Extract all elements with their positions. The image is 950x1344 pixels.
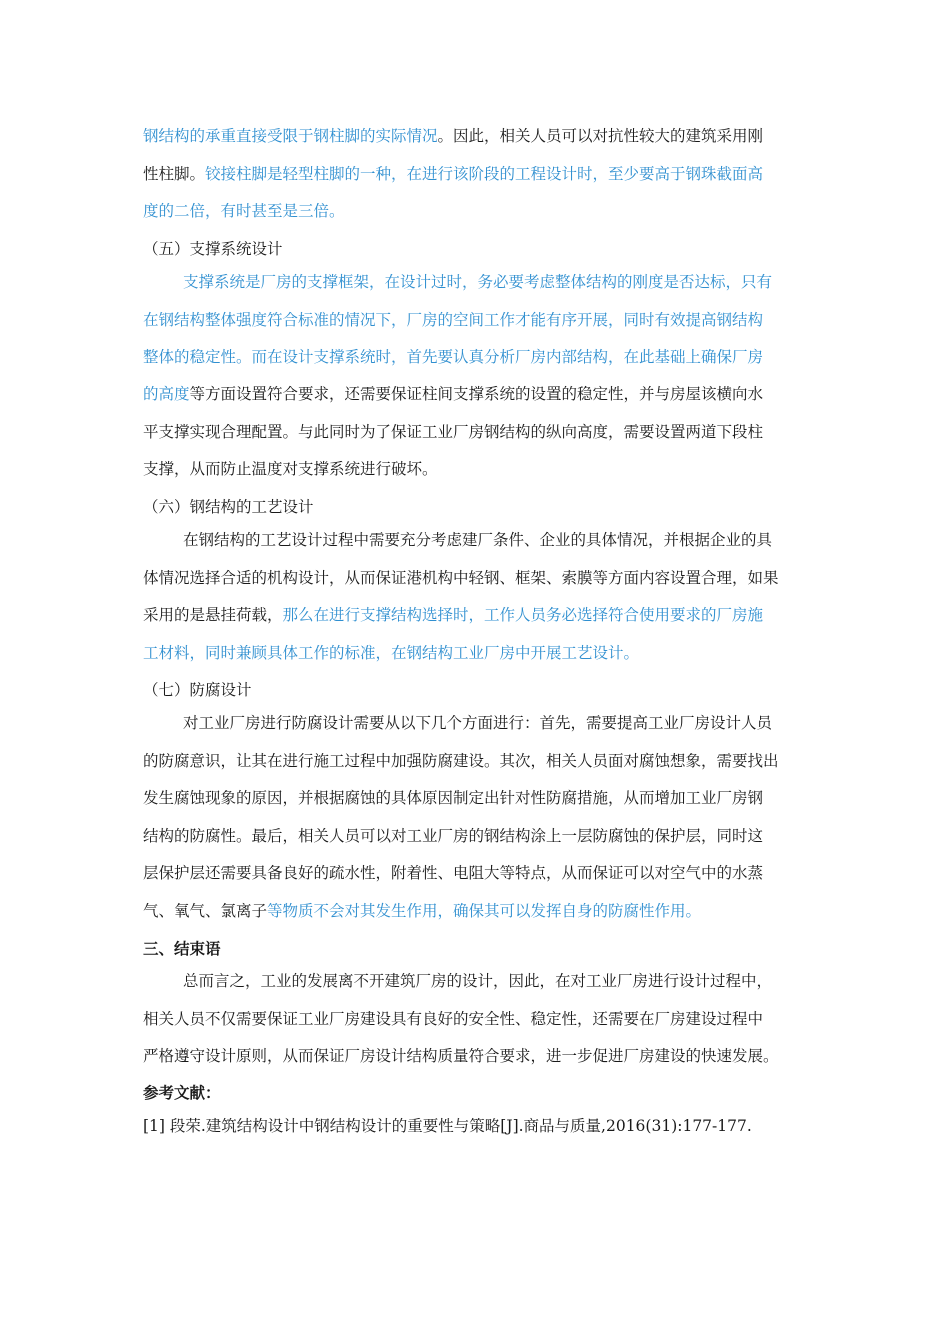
paragraph-line: [143, 605, 763, 625]
paragraph-line: 对工业厂房进行防腐设计需要从以下几个方面进行：首先，需要提高工业厂房设计人员: [183, 714, 773, 732]
paragraph-line: 工材料，同时兼顾具体工作的标准，在钢结构工业厂房中开展工艺设计。: [143, 644, 640, 662]
paragraph-line: 在钢结构整体强度符合标准的情况下，厂房的空间工作才能有序开展，同时有效提高钢结构: [143, 311, 764, 329]
paragraph-line: 严格遵守设计原则，从而保证厂房设计结构质量符合要求，进一步促进厂房建设的快速发展。: [143, 1047, 779, 1065]
body-text: 性柱脚。: [143, 165, 206, 183]
paragraph-line: 度的二倍，有时甚至是三倍。: [143, 202, 345, 220]
section-heading: （六）钢结构的工艺设计: [143, 498, 314, 516]
section-heading: （七）防腐设计: [143, 681, 252, 699]
highlighted-text: 整体的稳定性: [143, 348, 237, 366]
body-text: 。因此，相关人员可以对抗性较大的建筑采用刚: [437, 127, 764, 145]
references-heading: 参考文献：: [143, 1083, 221, 1102]
highlighted-text: 等物质不会对其发生作用，确保其可以发挥自身的防腐性作用。: [267, 902, 702, 920]
highlighted-text: 那么在进行支撑结构选择时，工作人员务必选择符合使用要求的厂房施: [282, 606, 764, 624]
highlighted-text: 。而在设计支撑系统时，首先要认真分析厂房内部结构，在此基础上确保厂房: [236, 348, 764, 366]
paragraph-line: 相关人员不仅需要保证工业厂房建设具有良好的安全性、稳定性，还需要在厂房建设过程中: [143, 1010, 764, 1028]
paragraph-line: 层保护层还需要具备良好的疏水性，附着性、电阻大等特点，从而保证可以对空气中的水蒸: [143, 864, 764, 882]
reference-item: [1] 段荣.建筑结构设计中钢结构设计的重要性与策略[J].商品与质量,2016(31):177-177.: [143, 1117, 752, 1135]
paragraph-line: [143, 901, 701, 921]
paragraph-line: [143, 384, 763, 404]
paragraph-line: 的防腐意识，让其在进行施工过程中加强防腐建设。其次，相关人员面对腐蚀想象，需要找出: [143, 752, 779, 770]
body-text: 采用的是悬挂荷载，: [143, 606, 283, 624]
highlighted-text: 钢结构的承重直接受限于钢柱脚的实际情况: [143, 127, 438, 145]
conclusion-heading: 三、结束语: [143, 939, 221, 958]
paragraph-line: [143, 126, 763, 146]
paragraph-line: 体情况选择合适的机构设计，从而保证港机构中轻钢、框架、索膜等方面内容设置合理，如果: [143, 569, 779, 587]
paragraph-line: 在钢结构的工艺设计过程中需要充分考虑建厂条件、企业的具体情况，并根据企业的具: [183, 531, 773, 549]
paragraph-line: 支撑，从而防止温度对支撑系统进行破坏。: [143, 460, 438, 478]
paragraph-line: 发生腐蚀现象的原因，并根据腐蚀的具体原因制定出针对性防腐措施，从而增加工业厂房钢: [143, 789, 764, 807]
paragraph-line: 总而言之，工业的发展离不开建筑厂房的设计，因此，在对工业厂房进行设计过程中，: [183, 972, 773, 990]
paragraph-line: [143, 347, 763, 367]
highlighted-text: 的高度: [143, 385, 190, 403]
paragraph-line: [143, 164, 763, 184]
body-text: 气、氧气、氯离子: [143, 902, 268, 920]
highlighted-text: 铰接柱脚是轻型柱脚的一种，在进行该阶段的工程设计时，至少要高于钢珠截面高: [205, 165, 764, 183]
paragraph-line: 结构的防腐性。最后，相关人员可以对工业厂房的钢结构涂上一层防腐蚀的保护层，同时这: [143, 827, 764, 845]
body-text: 等方面设置符合要求，还需要保证柱间支撑系统的设置的稳定性，并与房屋该横向水: [189, 385, 764, 403]
section-heading: （五）支撑系统设计: [143, 240, 283, 258]
paragraph-line: 支撑系统是厂房的支撑框架，在设计过时，务必要考虑整体结构的刚度是否达标，只有: [183, 273, 773, 291]
paragraph-line: 平支撑实现合理配置。与此同时为了保证工业厂房钢结构的纵向高度，需要设置两道下段柱: [143, 423, 764, 441]
